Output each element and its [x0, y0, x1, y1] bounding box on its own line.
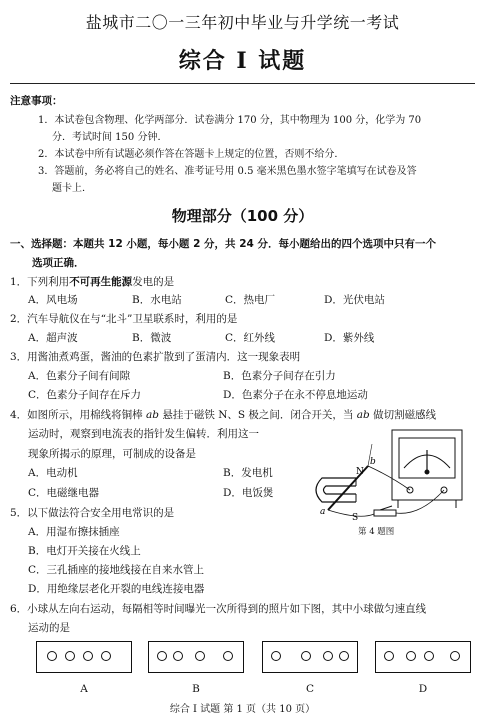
exam-title: 盐城市二〇一三年初中毕业与升学统一考试 — [85, 13, 400, 32]
q4-ab-1: ab — [146, 409, 160, 421]
ball-icon — [157, 651, 167, 661]
ball-icon — [339, 651, 349, 661]
switch-icon — [374, 510, 396, 516]
q1-option-d: D．光伏电站 — [324, 294, 385, 306]
q2-option-a: A．超声波 — [28, 332, 78, 344]
q4-figure — [300, 428, 475, 523]
q6-photo-d — [375, 641, 471, 673]
q4-stem-line2: 运动时，观察到电流表的指针发生偏转．利用这一 — [28, 428, 259, 440]
ball-icon — [323, 651, 333, 661]
q6-photo-a — [36, 641, 132, 673]
q6-photo-b — [148, 641, 244, 673]
question-6-stem-cont: 运动的是 — [28, 622, 70, 634]
section-title: 物理部分（100 分） — [171, 207, 314, 225]
magnet-s-label: S — [352, 513, 359, 523]
q6-photo-c — [262, 641, 358, 673]
q2-option-b: B．微波 — [132, 332, 172, 344]
q4-figure-caption: 第 4 题图 — [358, 527, 395, 537]
q2-option-d: D．紫外线 — [324, 332, 375, 344]
ball-icon — [101, 651, 111, 661]
note-item-3: 3．答题前，务必将自己的姓名、准考证号用 0.5 毫米黑色墨水签字笔填写在试卷及答 — [38, 166, 417, 177]
rod-end-a-label: a — [320, 507, 326, 517]
q4-stem-pre: 4．如图所示，用棉线将铜棒 — [10, 409, 147, 421]
magnet-n-label: N — [356, 467, 364, 477]
q2-option-c: C．红外线 — [225, 332, 276, 344]
q5-option-d: D．用绝缘层老化开裂的电线连接电器 — [28, 583, 205, 595]
note-item-3-cont: 题卡上． — [52, 183, 92, 194]
paper-title: 综合 I 试题 — [178, 48, 307, 74]
question-6-stem: 6．小球从左向右运动，每隔相等时间曝光一次所得到的照片如下图，其中小球做匀速直线 — [10, 603, 427, 615]
q1-post: 发电的是 — [132, 276, 175, 288]
q6-label-a: A — [80, 683, 88, 695]
ball-icon — [384, 651, 394, 661]
question-5-stem: 5．以下做法符合安全用电常识的是 — [10, 507, 175, 519]
ball-icon — [83, 651, 93, 661]
q4-option-d: D．电饭煲 — [223, 487, 274, 499]
ball-icon — [271, 651, 281, 661]
ball-icon — [195, 651, 205, 661]
question-2-stem: 2．汽车导航仪在与“北斗”卫星联系时，利用的是 — [10, 313, 238, 325]
q3-option-a: A．色素分子间有间隙 — [28, 370, 131, 382]
ball-icon — [47, 651, 57, 661]
q4-ab-2: ab — [356, 409, 370, 421]
question-4-stem — [10, 407, 436, 422]
note-item-1: 1．本试卷包含物理、化学两部分．试卷满分 170 分，其中物理为 100 分，化学为 70 — [38, 115, 422, 126]
q1-option-b: B．水电站 — [132, 294, 182, 306]
q1-pre: 1．下列利用 — [10, 276, 70, 288]
galvanometer-pivot — [425, 470, 429, 474]
ball-icon — [65, 651, 75, 661]
part-instructions-cont: 选项正确． — [32, 257, 85, 269]
q3-option-c: C．色素分子间存在斥力 — [28, 389, 142, 401]
q4-option-a: A．电动机 — [28, 467, 78, 479]
magnet-icon — [316, 478, 356, 502]
ball-icon — [450, 651, 460, 661]
ball-icon — [301, 651, 311, 661]
q5-option-c: C．三孔插座的接地线接在自来水管上 — [28, 564, 205, 576]
q5-option-a: A．用湿布擦抹插座 — [28, 526, 120, 538]
q4-stem-mid: 悬挂于磁铁 N、S 极之间．闭合开关，当 — [159, 409, 357, 421]
q3-option-b: B．色素分子间存在引力 — [223, 370, 336, 382]
ball-icon — [223, 651, 233, 661]
notes-title: 注意事项： — [10, 95, 63, 107]
q4-stem-post: 做切割磁感线 — [369, 409, 437, 421]
part-instructions: 一、选择题：本题共 12 小题，每小题 2 分，共 24 分．每小题给出的四个选项中只有一个 — [10, 238, 436, 250]
q1-option-c: C．热电厂 — [225, 294, 276, 306]
ball-icon — [173, 651, 183, 661]
q4-option-c: C．电磁继电器 — [28, 487, 100, 499]
q6-label-d: D — [418, 683, 428, 695]
q6-label-b: B — [192, 683, 200, 695]
q1-option-a: A．风电场 — [28, 294, 78, 306]
ball-icon — [406, 651, 416, 661]
note-item-1-cont: 分．考试时间 150 分钟． — [52, 132, 168, 143]
rod-end-b-label: b — [370, 457, 376, 467]
header-divider — [10, 83, 475, 84]
question-1-stem — [10, 274, 174, 289]
q5-option-b: B．电灯开关接在火线上 — [28, 545, 141, 557]
q4-option-b: B．发电机 — [223, 467, 273, 479]
q4-stem-line3: 现象所揭示的原理，可制成的设备是 — [28, 448, 196, 460]
ball-icon — [424, 651, 434, 661]
q3-option-d: D．色素分子在永不停息地运动 — [223, 389, 368, 401]
page-footer: 综合 I 试题 第 1 页（共 10 页） — [169, 704, 316, 715]
note-item-2: 2．本试卷中所有试题必须作答在答题卡上规定的位置，否则不给分． — [38, 149, 345, 160]
q6-label-c: C — [305, 683, 315, 695]
question-3-stem: 3．用酱油煮鸡蛋，酱油的色素扩散到了蛋清内．这一现象表明 — [10, 351, 301, 363]
q1-emphasis: 不可再生能源 — [69, 276, 133, 288]
